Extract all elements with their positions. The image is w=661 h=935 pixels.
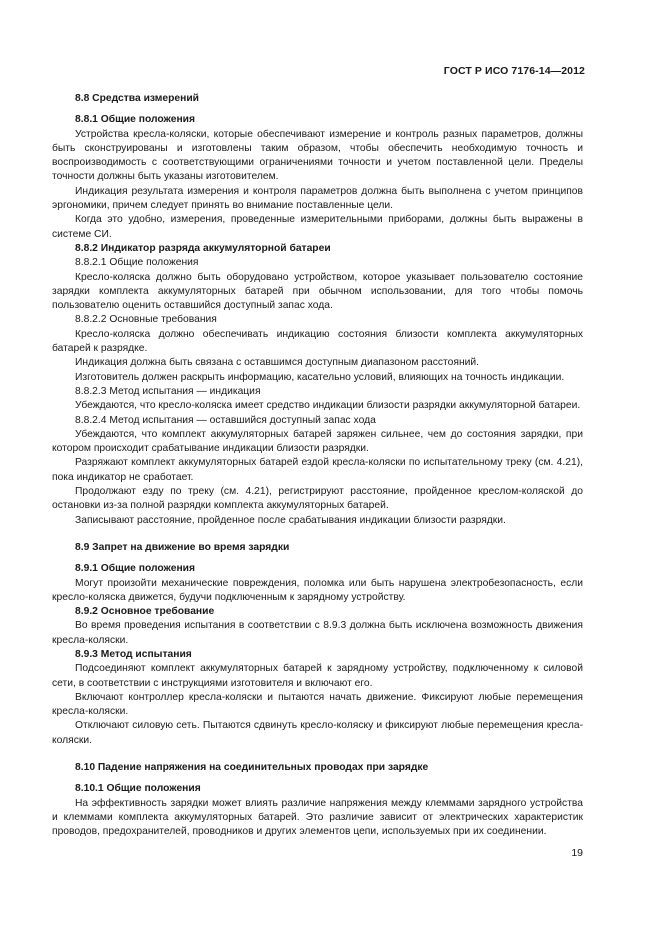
paragraph: Во время проведения испытания в соответствии с 8.9.3 должна быть исключена возможность движения кресла-коляски. bbox=[52, 620, 583, 646]
paragraph: Убеждаются, что комплект аккумуляторных батарей заряжен сильнее, чем до состояния зарядки, при котором происходит срабатывание индикации близости разрядки. bbox=[52, 428, 583, 455]
paragraph: Отключают силовую сеть. Пытаются сдвинуть кресло-коляску и фиксируют любые перемещения кресла-коляски. bbox=[52, 720, 583, 746]
section-8-9-2-title: 8.9.2 Основное требование bbox=[75, 606, 215, 618]
section-8-8-2-4-title: 8.8.2.4 Метод испытания — оставшийся доступный запас хода bbox=[75, 414, 376, 426]
document-body bbox=[52, 92, 583, 840]
paragraph: Записывают расстояние, пройденное после срабатывания индикации близости разрядки. bbox=[75, 514, 506, 526]
paragraph: Продолжают езду по треку (см. 4.21), регистрируют расстояние, пройденное креслом-коляской до остановки из-за полной разрядки комплекта аккумуляторных батарей. bbox=[52, 486, 583, 512]
section-8-8-2-1-title: 8.8.2.1 Общие положения bbox=[75, 257, 199, 269]
section-8-9-1-title: 8.9.1 Общие положения bbox=[75, 563, 195, 575]
section-8-8-2-3-title: 8.8.2.3 Метод испытания — индикация bbox=[75, 385, 261, 397]
section-8-9-title: 8.9 Запрет на движение во время зарядки bbox=[75, 541, 290, 553]
paragraph: Подсоединяют комплект аккумуляторных батарей к зарядному устройству, подключенному к силовой сети, в соответствии с инструкциями изготовителя и включают его. bbox=[52, 663, 583, 689]
section-8-10-title: 8.10 Падение напряжения на соединительных проводах при зарядке bbox=[75, 762, 429, 774]
paragraph: Могут произойти механические повреждения, поломка или быть нарушена электробезопасность, если кресло-коляска движется, будучи подключенным к зарядному устройству. bbox=[52, 577, 583, 603]
paragraph: Кресло-коляска должно обеспечивать индикацию состояния близости комплекта аккумуляторных батарей к разрядке. bbox=[52, 328, 583, 355]
paragraph: Включают контроллер кресла-коляски и пытаются начать движение. Фиксируют любые перемещения кресла-коляски. bbox=[52, 691, 583, 718]
section-8-8-1-title: 8.8.1 Общие положения bbox=[75, 114, 195, 126]
paragraph: Убеждаются, что кресло-коляска имеет средство индикации близости разрядки аккумуляторной батареи. bbox=[75, 400, 581, 412]
paragraph: Индикация должна быть связана с оставшимся доступным диапазоном расстояний. bbox=[75, 357, 479, 369]
section-8-8-2-2-title: 8.8.2.2 Основные требования bbox=[75, 314, 217, 326]
section-8-9-3-title: 8.9.3 Метод испытания bbox=[75, 648, 192, 660]
paragraph: Кресло-коляска должно быть оборудовано устройством, которое указывает пользователю состояние зарядки комплекта аккумуляторных батарей при обычном использовании, для того чтобы помочь пользователю оценить оставшийся доступный запас хода. bbox=[52, 271, 583, 312]
paragraph: На эффективность зарядки может влиять различие напряжения между клеммами зарядного устройства и клеммами комплекта аккумуляторных батарей. Это различие зависит от электрических характеристик проводов, предохранителей, проводников и других элементов цепи, используемых при их соединении. bbox=[52, 797, 583, 838]
section-8-8-2-title: 8.8.2 Индикатор разряда аккумуляторной батареи bbox=[75, 242, 331, 254]
standard-header: ГОСТ Р ИСО 7176-14—2012 bbox=[443, 65, 585, 77]
section-8-10-1-title: 8.10.1 Общие положения bbox=[75, 783, 201, 795]
paragraph: Устройства кресла-коляски, которые обеспечивают измерение и контроль разных параметров, должны быть сконструированы и изготовлены таким образом, чтобы обеспечить необходимую точность и воспроизводимость с соответствующими ограничениями точности и учетом поставленной цели. Пределы точности должны быть указаны изготовителем. bbox=[52, 128, 583, 183]
paragraph: Изготовитель должен раскрыть информацию, касательно условий, влияющих на точность индикации. bbox=[75, 371, 565, 383]
paragraph: Индикация результата измерения и контроля параметров должна быть выполнена с учетом принципов эргономики, причем следует принять во внимание поставленные цели. bbox=[52, 185, 583, 212]
section-8-8-title: 8.8 Средства измерений bbox=[75, 93, 200, 104]
paragraph: Когда это удобно, измерения, проведенные измерительными приборами, должны быть выражены в системе СИ. bbox=[52, 214, 583, 240]
page-number: 19 bbox=[571, 847, 583, 859]
paragraph: Разряжают комплект аккумуляторных батарей ездой кресла-коляски по испытательному треку (см. 4.21), пока индикатор не сработает. bbox=[52, 457, 583, 483]
